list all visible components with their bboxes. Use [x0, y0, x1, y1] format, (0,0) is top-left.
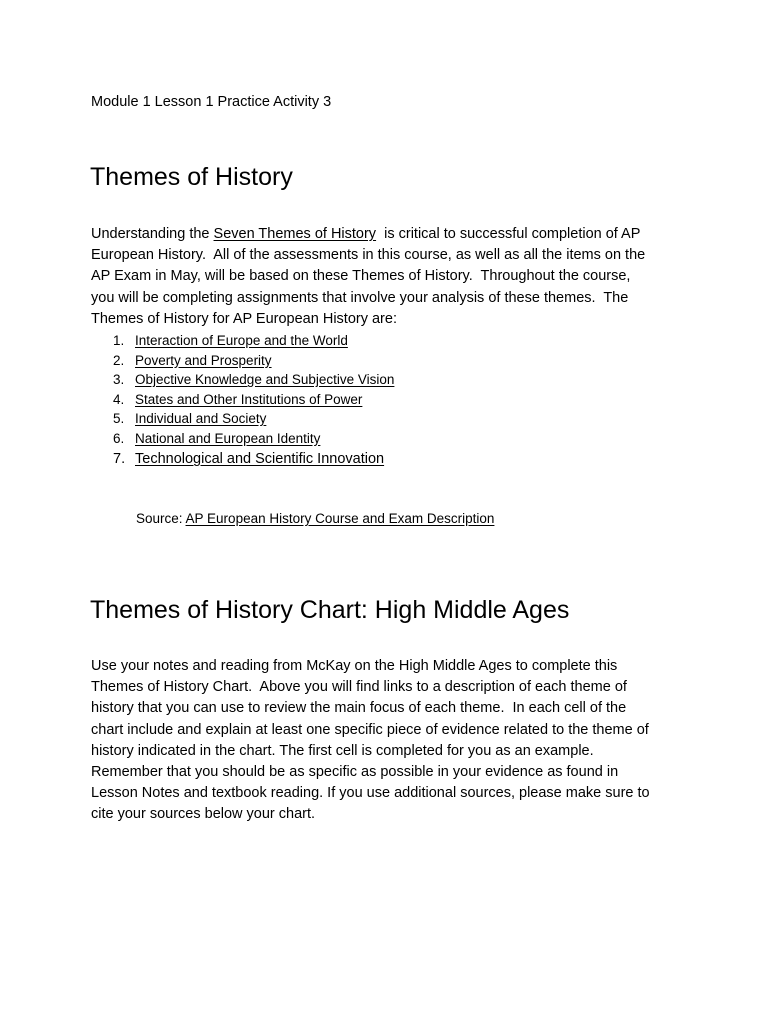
instructions-line: Lesson Notes and textbook reading. If you use additional sources, please make sure to: [91, 785, 650, 802]
theme-link-states-and-institutions[interactable]: States and Other Institutions of Power: [135, 391, 363, 407]
source-link[interactable]: AP European History Course and Exam Description: [185, 511, 495, 526]
module-label: Module 1 Lesson 1 Practice Activity 3: [91, 94, 332, 110]
source-citation: [136, 510, 494, 528]
intro-text: Understanding the: [91, 226, 214, 242]
theme-link-individual-and-society[interactable]: Individual and Society: [135, 411, 267, 426]
theme-item: [91, 409, 394, 429]
instructions-line: Themes of History Chart. Above you will find links to a description of each theme of: [91, 679, 627, 696]
section-title: Themes of History Chart: High Middle Ages: [90, 596, 570, 624]
theme-link-technological-innovation[interactable]: Technological and Scientific Innovation: [135, 451, 385, 467]
theme-item: [91, 448, 394, 470]
theme-number: 7.: [113, 451, 126, 467]
theme-item: [91, 390, 394, 410]
theme-link-poverty-and-prosperity[interactable]: Poverty and Prosperity: [135, 352, 272, 368]
instructions-line: history indicated in the chart. The first cell is completed for you as an example.: [91, 742, 594, 759]
instructions-line: history that you can use to review the main focus of each theme. In each cell of the: [91, 700, 627, 717]
instructions-line: Remember that you should be as specific as possible in your evidence as found in: [91, 764, 619, 781]
theme-number: 4.: [113, 391, 125, 407]
theme-item: [91, 331, 394, 351]
theme-item: [91, 429, 394, 449]
intro-line-5: Themes of History for AP European History are:: [91, 310, 397, 327]
instructions-line: Use your notes and reading from McKay on the High Middle Ages to complete this: [91, 658, 618, 674]
theme-number: 2.: [113, 352, 125, 368]
intro-line-3: AP Exam in May, will be based on these Themes of History. Throughout the course,: [91, 268, 631, 285]
intro-text: is critical to successful completion of AP: [376, 226, 641, 242]
theme-link-national-identity[interactable]: National and European Identity: [135, 430, 321, 446]
instructions-paragraph: [91, 656, 691, 826]
intro-line-4: you will be completing assignments that involve your analysis of these themes. The: [91, 289, 629, 306]
theme-item: [91, 370, 394, 390]
theme-item: [91, 351, 394, 371]
theme-link-objective-knowledge[interactable]: Objective Knowledge and Subjective Vision: [135, 372, 395, 387]
theme-number: 1.: [113, 333, 125, 348]
theme-number: 5.: [113, 411, 125, 426]
instructions-line: chart include and explain at least one specific piece of evidence related to the theme of: [91, 721, 649, 738]
theme-number: 6.: [113, 430, 125, 446]
themes-list: [91, 331, 394, 470]
seven-themes-link[interactable]: Seven Themes of History: [213, 226, 377, 242]
theme-number: 3.: [113, 372, 125, 387]
instructions-line: cite your sources below your chart.: [91, 806, 316, 823]
page-title: Themes of History: [90, 163, 293, 191]
intro-line-2: European History. All of the assessments in this course, as well as all the items on the: [91, 247, 646, 264]
theme-link-interaction-of-europe[interactable]: Interaction of Europe and the World: [135, 333, 348, 348]
intro-paragraph: [91, 224, 691, 330]
source-prefix: Source:: [136, 511, 186, 526]
intro-line-1: [91, 224, 691, 245]
